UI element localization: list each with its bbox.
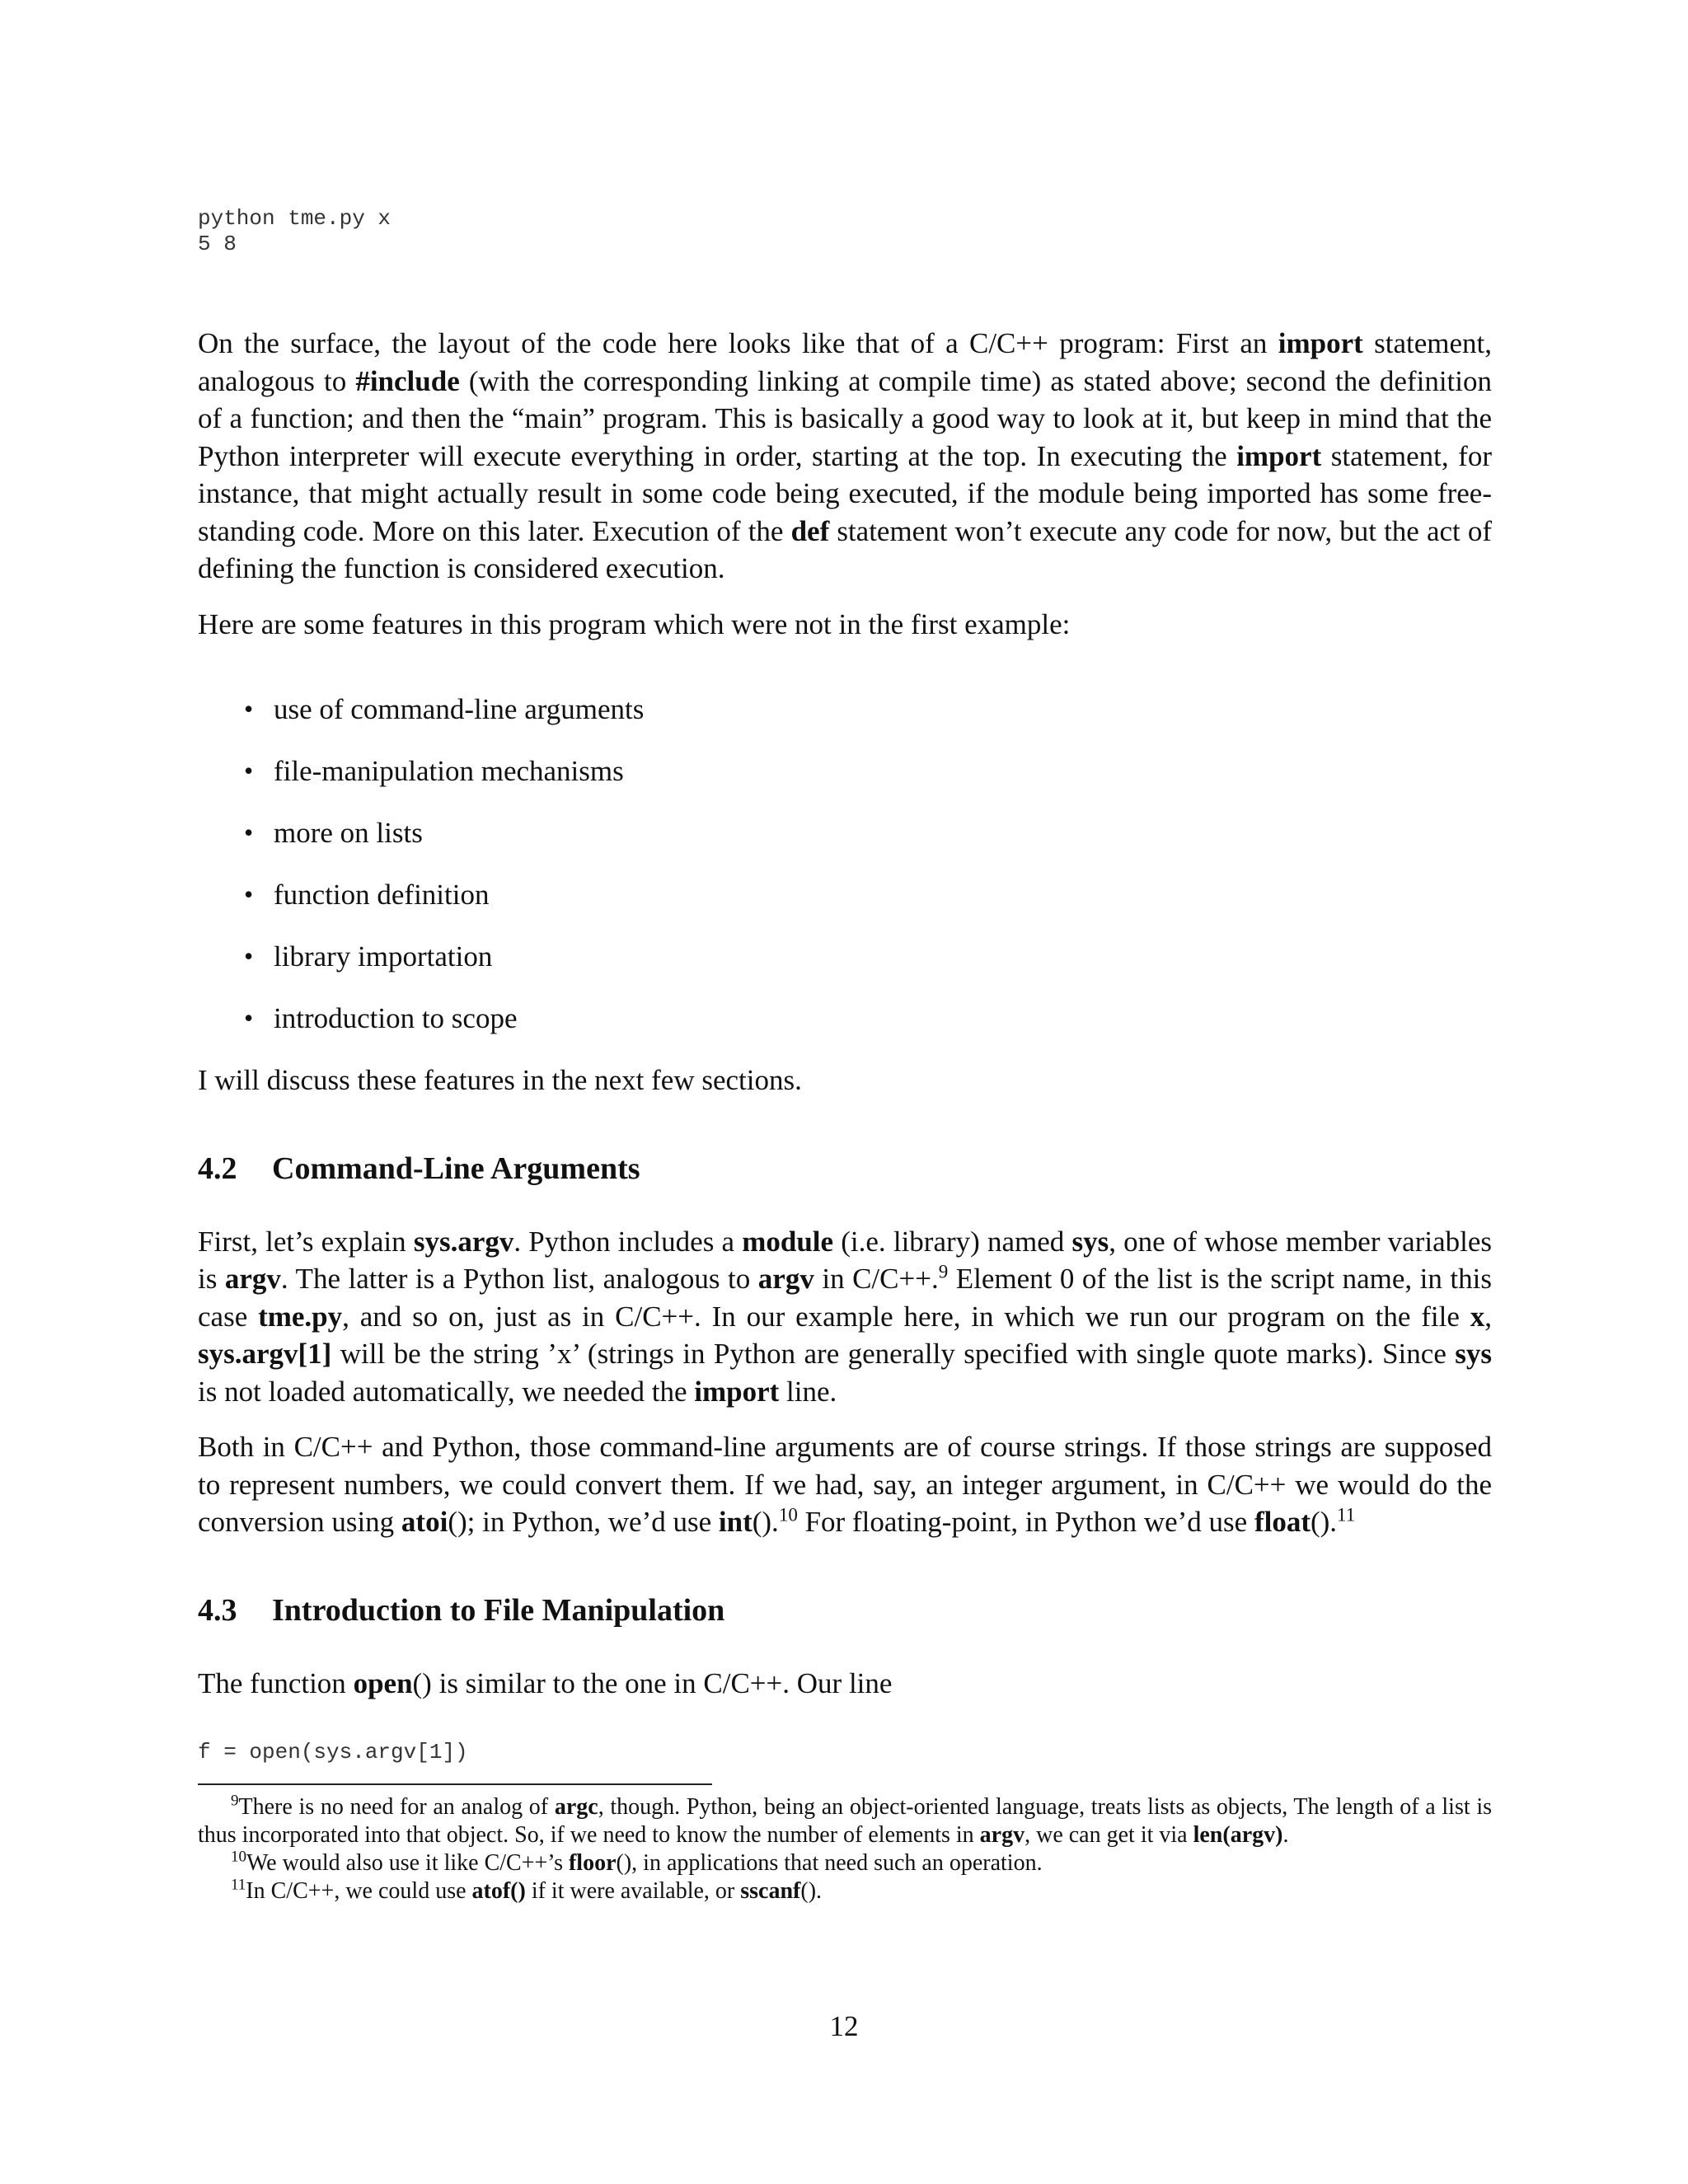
keyword-float: float: [1254, 1506, 1311, 1538]
text-run: if it were available, or: [525, 1878, 741, 1904]
text-run: ,: [1484, 1300, 1492, 1333]
text-run: statement won’t execute any code for now, but the act of defining the function is considered execution.: [198, 514, 1492, 584]
bullet-icon: •: [244, 694, 254, 724]
text-run: There is no need for an analog of: [238, 1794, 555, 1820]
features-list: [198, 691, 1492, 1037]
paragraph-features-intro: Here are some features in this program which were not in the first example:: [198, 607, 1071, 640]
keyword-tme-py: tme.py: [258, 1300, 343, 1333]
code-line: 5 8: [198, 232, 237, 256]
list-item: [198, 1000, 1492, 1037]
footnote-divider: [198, 1783, 712, 1785]
keyword-import: import: [694, 1375, 780, 1408]
text-run: , we can get it via: [1025, 1822, 1193, 1848]
paragraph-string-conversion: [198, 1428, 1492, 1541]
list-item-text: introduction to scope: [274, 1002, 518, 1034]
text-run: statement, for instance, that might actually result in some code being executed, if the module being imported has some free-standing code. More on this later. Execution of the: [198, 439, 1492, 547]
keyword-floor: floor: [568, 1850, 617, 1876]
list-item-text: function definition: [274, 879, 490, 911]
keyword-argv: argv: [224, 1263, 281, 1295]
code-block-open: [198, 1740, 1492, 1765]
footnote-ref-9: 9: [938, 1261, 949, 1282]
bullet-icon: •: [244, 941, 254, 971]
text-run: statement, analogous to: [198, 327, 1492, 397]
text-run: is not loaded automatically, we needed the: [198, 1375, 695, 1408]
text-run: ().: [752, 1506, 779, 1538]
list-item: [198, 938, 1492, 975]
keyword-atoi: atoi: [401, 1506, 448, 1538]
text-run: On the surface, the layout of the code here looks like that of a C/C++ program: First an: [198, 327, 1278, 359]
paragraph-sys-argv: [198, 1223, 1492, 1411]
text-run: () is similar to the one in C/C++. Our line: [412, 1666, 893, 1699]
keyword-sys-argv-1: sys.argv[1]: [198, 1338, 332, 1370]
text-run: ().: [800, 1878, 823, 1904]
keyword-import: import: [1278, 327, 1363, 359]
footnote-10: [198, 1849, 1492, 1877]
section-number: 4.3: [198, 1592, 237, 1628]
footnote-mark: 10: [231, 1848, 246, 1866]
keyword-module: module: [742, 1225, 834, 1258]
keyword-def: def: [790, 514, 830, 547]
text-run: (with the corresponding linking at compile time) as stated above; second the definition of a function; and then the “main” program. This is basically a good way to look at it, but keep in mind that the Python interpreter will execute everything in order, starting at the top. In executing the: [198, 364, 1492, 472]
code-line: f = open(sys.argv[1]): [198, 1740, 468, 1765]
section-heading-command-line-arguments: [198, 1149, 1492, 1188]
text-run: Element 0 of the list is the script name, in this case: [198, 1263, 1492, 1333]
list-item-text: file-manipulation mechanisms: [274, 755, 624, 787]
text-run: , one of whose member variables is: [198, 1225, 1492, 1295]
text-run: (), in applications that need such an operation.: [616, 1850, 1043, 1876]
keyword-argv: argv: [979, 1822, 1025, 1848]
bullet-icon: •: [244, 756, 254, 785]
keyword-len-argv: len(argv): [1193, 1822, 1283, 1848]
list-item: [198, 691, 1492, 728]
bullet-icon: •: [244, 879, 254, 909]
keyword-atof: atof(): [471, 1878, 526, 1904]
page-number: 12: [829, 2010, 859, 2042]
text-run: line.: [779, 1375, 837, 1408]
keyword-open: open: [353, 1666, 413, 1699]
section-title: Introduction to File Manipulation: [272, 1592, 725, 1628]
paragraph-open-function: [198, 1665, 1492, 1703]
bullet-icon: •: [244, 818, 254, 847]
section-number: 4.2: [198, 1151, 237, 1186]
footnote-11: [198, 1877, 1492, 1905]
keyword-argv: argv: [757, 1263, 814, 1295]
keyword-argc: argc: [554, 1794, 598, 1820]
keyword-x: x: [1470, 1300, 1485, 1333]
text-run: , though. Python, being an object-oriented language, treats lists as objects, The length of a list is thus incorporated into that object. So, if we need to know the number of elements in: [198, 1794, 1492, 1848]
keyword-import: import: [1236, 439, 1322, 472]
code-block-command: [198, 206, 1492, 257]
section-title: Command-Line Arguments: [272, 1151, 640, 1186]
text-run: in C/C++.: [814, 1263, 939, 1295]
text-run: (i.e. library) named: [833, 1225, 1072, 1258]
footnote-9: [198, 1793, 1492, 1849]
text-run: (); in Python, we’d use: [448, 1506, 719, 1538]
footnote-mark: 11: [231, 1876, 246, 1894]
list-item: [198, 876, 1492, 913]
keyword-include: #include: [355, 364, 460, 397]
keyword-sys: sys: [1455, 1338, 1492, 1370]
text-run: In C/C++, we could use: [246, 1878, 472, 1904]
keyword-sscanf: sscanf: [740, 1878, 801, 1904]
list-item: [198, 752, 1492, 790]
section-heading-file-manipulation: [198, 1591, 1492, 1630]
list-item-text: library importation: [274, 940, 493, 972]
list-item-text: use of command-line arguments: [274, 693, 645, 725]
page-content: [198, 206, 1492, 1905]
list-item-text: more on lists: [274, 817, 423, 849]
text-run: , and so on, just as in C/C++. In our example here, in which we run our program on the file: [342, 1300, 1470, 1333]
keyword-sys-argv: sys.argv: [413, 1225, 514, 1258]
keyword-int: int: [718, 1506, 753, 1538]
text-run: . Python includes a: [513, 1225, 743, 1258]
paragraph-code-layout: [198, 325, 1492, 588]
text-run: The function: [198, 1666, 354, 1699]
code-line: python tme.py x: [198, 206, 392, 231]
footnote-ref-10: 10: [778, 1504, 798, 1526]
text-run: Both in C/C++ and Python, those command-line arguments are of course strings. If those strings are supposed to represent numbers, we could convert them. If we had, say, an integer argument, in C/C++ we would do the conversion using: [198, 1431, 1492, 1538]
text-run: .: [1282, 1822, 1289, 1848]
keyword-sys: sys: [1071, 1225, 1109, 1258]
list-item: [198, 814, 1492, 851]
footnotes: [198, 1793, 1492, 1905]
text-run: For floating-point, in Python we’d use: [797, 1506, 1254, 1538]
text-run: First, let’s explain: [198, 1225, 414, 1258]
text-run: ().: [1310, 1506, 1338, 1538]
footnote-ref-11: 11: [1337, 1504, 1356, 1526]
text-run: will be the string ’x’ (strings in Python are generally specified with single quote marks). Since: [331, 1338, 1456, 1370]
text-run: We would also use it like C/C++’s: [246, 1850, 569, 1876]
text-run: . The latter is a Python list, analogous to: [280, 1263, 758, 1295]
bullet-icon: •: [244, 1003, 254, 1033]
footnote-mark: 9: [231, 1792, 239, 1810]
paragraph-discuss-next: I will discuss these features in the next few sections.: [198, 1064, 802, 1096]
